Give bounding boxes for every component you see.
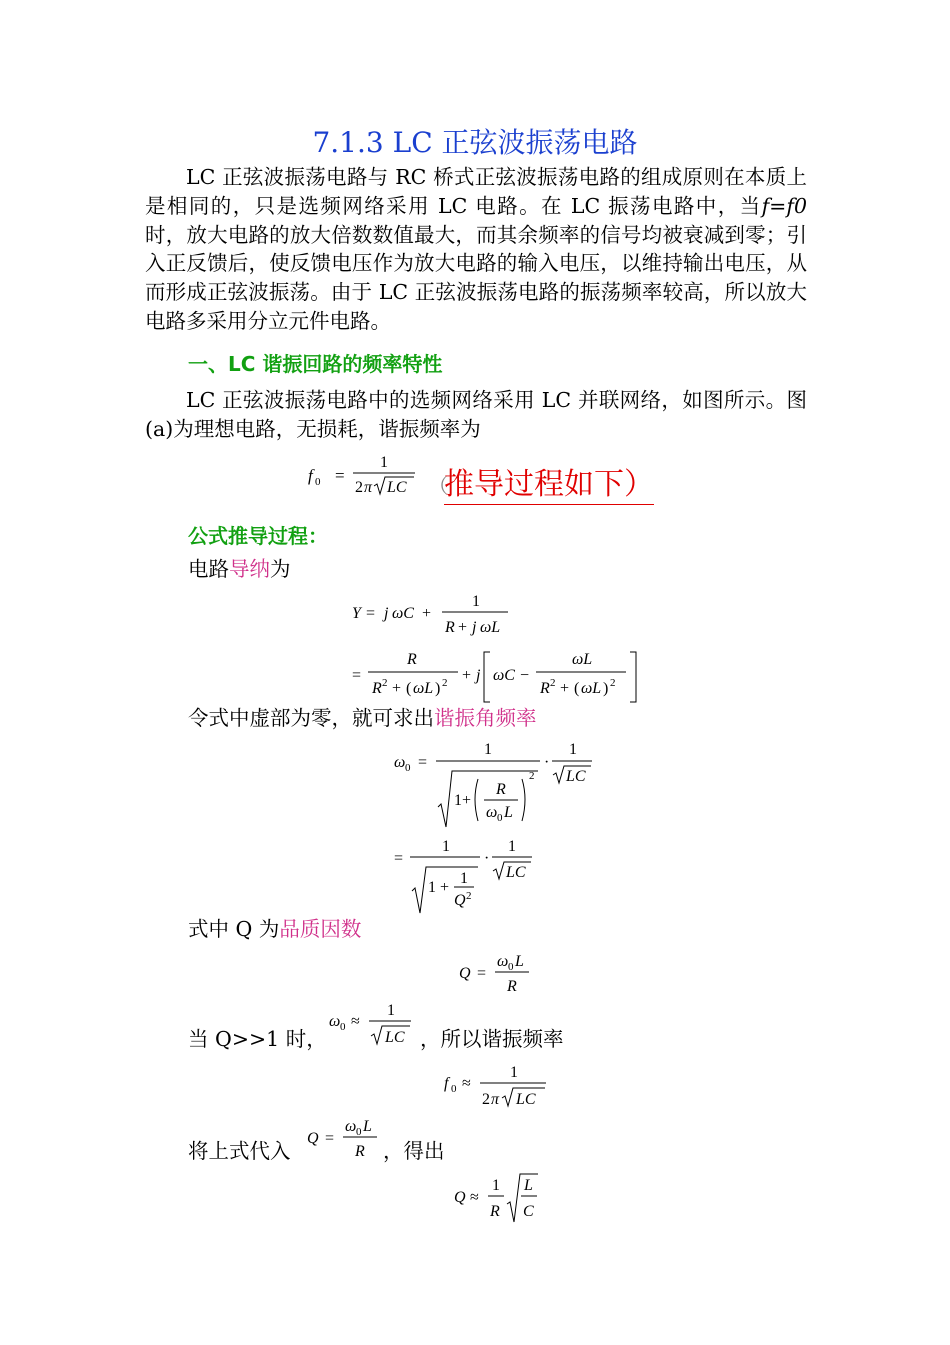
- svg-text:π: π: [364, 479, 373, 496]
- svg-text:2: 2: [529, 770, 535, 782]
- svg-text:ωC: ωC: [392, 605, 414, 622]
- svg-text:ω: ω: [486, 804, 498, 821]
- svg-text:L: L: [363, 1118, 372, 1135]
- svg-text:R: R: [496, 781, 506, 798]
- svg-text:LC: LC: [566, 768, 586, 785]
- svg-text:j: j: [384, 605, 389, 622]
- svg-text:+: +: [560, 680, 570, 697]
- svg-text:2: 2: [610, 677, 616, 689]
- svg-text:1: 1: [380, 454, 388, 471]
- svg-text:0: 0: [497, 812, 503, 824]
- svg-text:0: 0: [405, 762, 411, 774]
- svg-text:+: +: [392, 680, 402, 697]
- formula-q: [455, 948, 545, 998]
- svg-text:1: 1: [510, 1064, 518, 1081]
- svg-text:LC: LC: [387, 479, 407, 496]
- svg-text:≈: ≈: [470, 1189, 479, 1206]
- svg-text:2: 2: [442, 677, 448, 689]
- when-q-line-cont: ，所以谐振频率: [420, 1027, 564, 1051]
- svg-text:LC: LC: [516, 1091, 536, 1108]
- term-admittance: 导纳: [229, 557, 270, 581]
- svg-text:π: π: [491, 1091, 500, 1108]
- svg-text:0: 0: [508, 961, 514, 973]
- svg-text:0: 0: [356, 1126, 362, 1138]
- svg-text:=: =: [335, 466, 345, 485]
- svg-text:=: =: [477, 965, 487, 982]
- svg-text:0: 0: [315, 476, 321, 488]
- svg-text:1: 1: [387, 1002, 395, 1019]
- svg-text:j: j: [476, 667, 481, 684]
- svg-text:·: ·: [484, 850, 490, 867]
- svg-text:1: 1: [460, 870, 468, 887]
- note-open-paren: （: [428, 474, 449, 498]
- svg-text:=: =: [352, 667, 362, 684]
- formula-omega0-approx: [325, 998, 420, 1050]
- svg-text:(: (: [574, 680, 580, 697]
- intro-paragraph: [145, 163, 807, 336]
- formula-f0: [300, 448, 430, 500]
- formula-q-result: [450, 1170, 545, 1226]
- svg-text:ωL: ωL: [413, 680, 434, 697]
- svg-text:≈: ≈: [351, 1013, 360, 1030]
- svg-text:=: =: [418, 754, 428, 771]
- substitute-line: 将上式代入: [188, 1139, 291, 1163]
- svg-text:0: 0: [340, 1021, 346, 1033]
- svg-text:≈: ≈: [462, 1075, 471, 1092]
- svg-text:1: 1: [569, 741, 577, 758]
- svg-text:2: 2: [355, 479, 363, 496]
- svg-text:C: C: [523, 1203, 534, 1220]
- svg-text:+: +: [422, 605, 432, 622]
- svg-text:=: =: [394, 850, 404, 867]
- svg-text:2: 2: [482, 1091, 490, 1108]
- admittance-line: 电路导纳为: [188, 557, 291, 581]
- svg-text:ωL: ωL: [581, 680, 602, 697]
- lc-network-paragraph: LC 正弦波振荡电路中的选频网络采用 LC 并联网络，如图所示。图(a)为理想电路，无损耗，谐振频率为: [145, 388, 807, 441]
- svg-text:=: =: [325, 1130, 335, 1147]
- svg-text:ω: ω: [497, 953, 509, 970]
- intro-text-2: 时，放大电路的放大倍数数值最大，而其余频率的信号均被衰减到零；引入正反馈后，使反馈电压作为放大电路的输入电压，以维持输出电压，从而形成正弦波振荡。由于 LC 正弦波振荡电路的振荡频率较高，所以放大电路多采用分立元件电路。: [145, 222, 807, 333]
- svg-text:·: ·: [544, 754, 550, 771]
- svg-text:R: R: [507, 978, 517, 995]
- svg-text:ω: ω: [345, 1118, 357, 1135]
- svg-text:1: 1: [492, 1177, 500, 1194]
- section-title: 7.1.3 LC 正弦波振荡电路: [312, 126, 638, 159]
- quality-factor-line: 式中 Q 为品质因数: [188, 917, 362, 941]
- formula-admittance-1: [350, 590, 530, 640]
- svg-text:1: 1: [508, 838, 516, 855]
- svg-text:Q: Q: [454, 892, 466, 909]
- svg-text:1 +: 1 +: [428, 879, 450, 896]
- substitute-line-cont: ，得出: [383, 1139, 445, 1163]
- svg-text:L: L: [515, 953, 524, 970]
- svg-text:ω: ω: [329, 1013, 341, 1030]
- condition-formula: f=f0: [761, 193, 807, 218]
- svg-text:−: −: [520, 667, 530, 684]
- svg-text:2: 2: [466, 890, 472, 902]
- svg-text:j: j: [472, 619, 477, 636]
- svg-text:1: 1: [484, 741, 492, 758]
- svg-text:R: R: [372, 680, 382, 697]
- svg-text:1: 1: [442, 838, 450, 855]
- svg-text:f: f: [308, 466, 313, 485]
- formula-admittance-2: [350, 646, 650, 706]
- svg-text:Q: Q: [459, 965, 471, 982]
- svg-text:): ): [603, 680, 609, 697]
- svg-text:ω: ω: [394, 754, 406, 771]
- svg-text:R: R: [490, 1203, 500, 1220]
- svg-text:L: L: [524, 1177, 533, 1194]
- svg-text:1+: 1+: [454, 792, 472, 809]
- svg-text:Q: Q: [454, 1189, 466, 1206]
- intro-text-1: LC 正弦波振荡电路与 RC 桥式正弦波振荡电路的组成原则在本质上是相同的，只是选频网络采用 LC 电路。在 LC 振荡电路中，当: [145, 165, 807, 218]
- svg-text:R: R: [540, 680, 550, 697]
- svg-text:=: =: [366, 605, 376, 622]
- svg-text:R: R: [407, 651, 417, 668]
- formula-f0-approx: [440, 1060, 555, 1112]
- term-quality-factor: 品质因数: [279, 917, 362, 941]
- imag-zero-line: 令式中虚部为零，就可求出谐振角频率: [188, 706, 537, 730]
- svg-text:1: 1: [472, 593, 480, 610]
- svg-text:Q: Q: [307, 1130, 319, 1147]
- term-resonant-angular-frequency: 谐振角频率: [434, 706, 537, 730]
- svg-text:0: 0: [451, 1083, 457, 1095]
- svg-text:L: L: [504, 804, 513, 821]
- svg-text:Y: Y: [352, 605, 361, 622]
- svg-text:R: R: [445, 619, 455, 636]
- svg-text:2: 2: [382, 677, 388, 689]
- svg-text:+: +: [462, 667, 472, 684]
- svg-text:ωL: ωL: [480, 619, 501, 636]
- svg-text:R: R: [355, 1143, 365, 1160]
- svg-text:LC: LC: [506, 864, 526, 881]
- svg-text:ωC: ωC: [493, 667, 515, 684]
- formula-q-substitute: [303, 1113, 383, 1165]
- formula-omega0-2: [392, 835, 542, 915]
- derivation-note: 推导过程如下）: [444, 466, 654, 505]
- svg-text:): ): [435, 680, 441, 697]
- svg-text:2: 2: [550, 677, 556, 689]
- when-q-line: 当 Q>>1 时，: [188, 1027, 327, 1051]
- heading-lc-resonance: 一、LC 谐振回路的频率特性: [188, 352, 443, 376]
- svg-text:(: (: [406, 680, 412, 697]
- svg-text:ωL: ωL: [572, 651, 593, 668]
- heading-derivation: 公式推导过程：: [188, 524, 328, 548]
- formula-omega0-1: [392, 737, 602, 832]
- svg-text:+: +: [458, 619, 468, 636]
- svg-text:LC: LC: [385, 1029, 405, 1046]
- svg-text:f: f: [444, 1075, 449, 1092]
